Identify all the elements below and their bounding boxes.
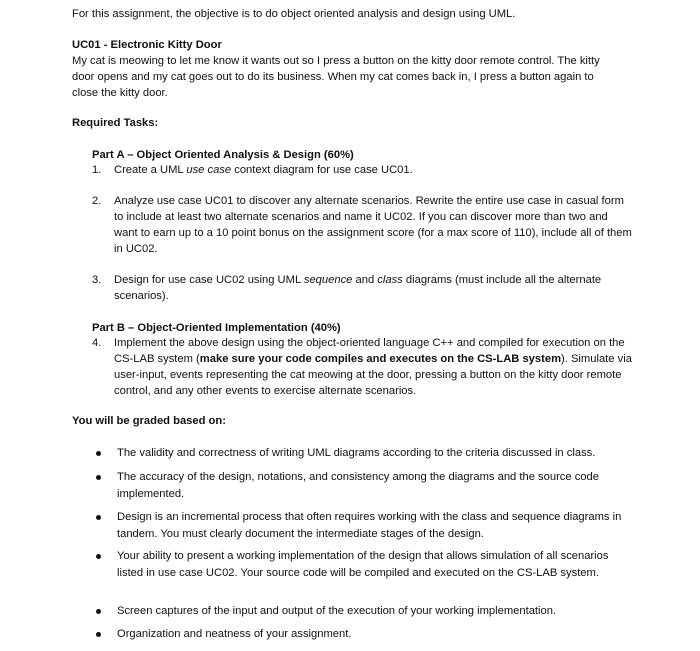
graded-bullet-1 — [96, 445, 626, 462]
task-text: Analyze use case UC01 to discover any alternate scenarios. Rewrite the entire use case in casual form to include at least two alternate scenarios and name it UC02. If you can discover more than two and want to earn up to a 10 point bonus on the assignment score (for a max score of 110), include all of them in UC02. — [114, 195, 632, 255]
task-text: Design for use case UC02 using UML — [114, 274, 304, 286]
part-b-title: Part B – Object-Oriented Implementation (40%) — [92, 322, 341, 334]
bullet-dot-icon — [96, 632, 101, 637]
bullet-text: Screen captures of the input and output of the execution of your working implementation. — [117, 605, 557, 617]
task-number: 2. — [92, 195, 102, 207]
bullet-dot-icon — [96, 515, 101, 520]
bullet-dot-icon — [96, 609, 101, 614]
task-number: 3. — [92, 274, 102, 286]
task-bold-text: make sure your code compiles and executes on the CS-LAB system — [199, 353, 562, 365]
bullet-dot-icon — [96, 451, 101, 456]
bullet-text: Organization and neatness of your assignment. — [117, 628, 352, 640]
graded-bullet-5 — [96, 603, 626, 620]
task-item-2 — [92, 193, 632, 257]
task-emphasis: class — [377, 274, 403, 286]
usecase-body: My cat is meowing to let me know it wants out so I press a button on the kitty door remote control. The kitty door opens and my cat goes out to do its business. When my cat comes back in, I press a button again to close the kitty door. — [72, 55, 600, 99]
task-number: 1. — [92, 164, 102, 176]
task-emphasis: use case — [186, 164, 232, 176]
part-a-title: Part A – Object Oriented Analysis & Design (60%) — [92, 149, 354, 161]
bullet-text: The accuracy of the design, notations, and consistency among the diagrams and the source code implemented. — [117, 471, 599, 500]
bullet-dot-icon — [96, 554, 101, 559]
task-text: Implement the above design using the object-oriented language C++ and compiled for execution on the CS-LAB system ( — [114, 337, 625, 365]
bullet-text: Your ability to present a working implementation of the design that allows simulation of all scenarios listed in use case UC02. Your source code will be compiled and executed on the CS-LAB system. — [117, 550, 609, 579]
required-tasks-heading: Required Tasks: — [72, 117, 159, 129]
graded-bullet-3 — [96, 509, 626, 543]
task-item-1 — [92, 162, 632, 178]
task-text: Create a UML — [114, 164, 187, 176]
bullet-text: The validity and correctness of writing UML diagrams according to the criteria discussed in class. — [117, 447, 596, 459]
bullet-text: Design is an incremental process that often requires working with the class and sequence diagrams in tandem. You must clearly document the intermediate stages of the design. — [117, 511, 622, 540]
intro-text: For this assignment, the objective is to do object oriented analysis and design using UML. — [72, 8, 516, 20]
task-text: ). Simulate via user-input, events representing the cat meowing at the door, pressing a button on the kitty door remote control, and any other events to exercise alternate scenarios. — [114, 353, 632, 397]
task-text: context diagram for use case UC01. — [231, 164, 413, 176]
graded-bullet-6 — [96, 626, 626, 643]
task-text: diagrams (must include all the alternate scenarios). — [114, 274, 602, 302]
graded-bullet-2 — [96, 469, 626, 503]
task-number: 4. — [92, 337, 102, 349]
task-text: and — [352, 274, 378, 286]
task-item-4 — [92, 335, 632, 399]
graded-heading: You will be graded based on: — [72, 415, 226, 427]
task-item-3 — [92, 272, 632, 304]
task-emphasis: sequence — [303, 274, 353, 286]
graded-bullet-4 — [96, 548, 626, 582]
bullet-dot-icon — [96, 475, 101, 480]
usecase-title: UC01 - Electronic Kitty Door — [72, 39, 222, 51]
